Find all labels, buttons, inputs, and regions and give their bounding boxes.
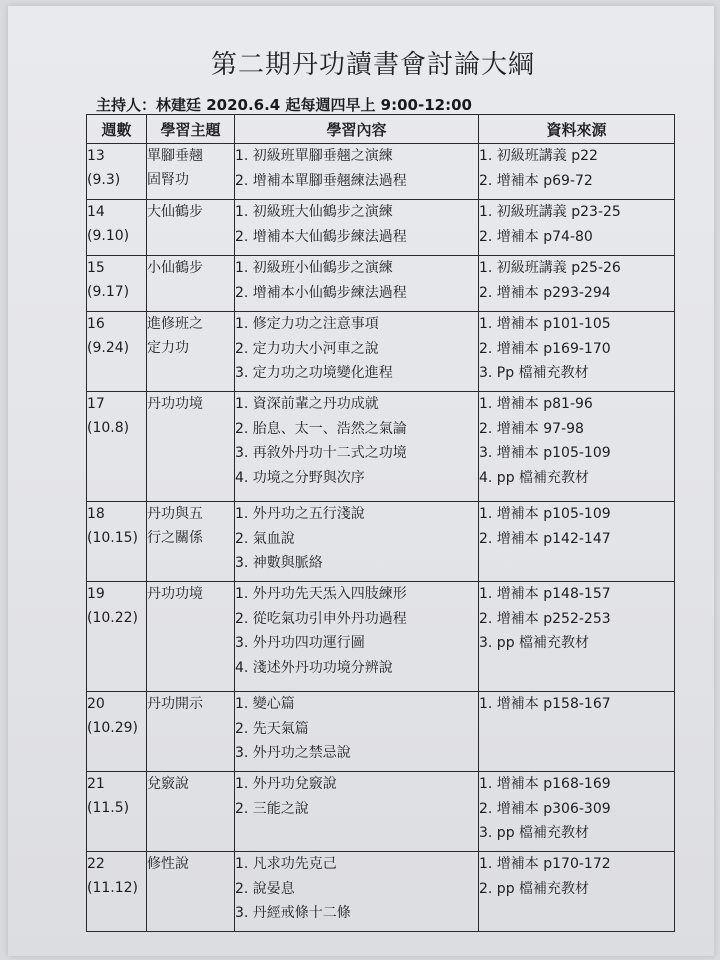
week-date: (9.10): [87, 228, 130, 244]
source-item: 1. 增補本 p81-96: [479, 396, 593, 412]
source-cell: [479, 582, 675, 692]
content-item: 1. 初級班小仙鶴步之演練: [235, 260, 393, 276]
content-item: 1. 外丹功兌竅說: [235, 776, 337, 792]
source-item: 1. 增補本 p158-167: [479, 696, 611, 712]
content-cell: [235, 200, 479, 256]
source-cell: [479, 312, 675, 392]
table-row: [87, 582, 675, 692]
topic-line: 修性說: [147, 856, 189, 872]
topic-line: 兌竅說: [147, 776, 189, 792]
content-cell: [235, 392, 479, 502]
topic-line: 小仙鶴步: [147, 260, 203, 276]
week-cell: [87, 692, 147, 772]
table-row: [87, 312, 675, 392]
week-date: (10.8): [87, 420, 130, 436]
source-item: 1. 初級班講義 p22: [479, 148, 598, 164]
content-item: 2. 增補本小仙鶴步練法過程: [235, 284, 407, 301]
week-cell: [87, 502, 147, 582]
source-item: 1. 增補本 p168-169: [479, 776, 611, 792]
topic-cell: [147, 392, 235, 502]
week-date: (9.24): [87, 340, 130, 356]
content-item: 2. 先天氣篇: [235, 720, 309, 737]
host-schedule-line: 主持人：林建廷 2020.6.4 起每週四早上 9:00-12:00: [96, 96, 472, 114]
source-cell: [479, 502, 675, 582]
source-cell: [479, 200, 675, 256]
week-cell: [87, 200, 147, 256]
source-item: 2. 增補本 p306-309: [479, 800, 611, 817]
content-cell: [235, 256, 479, 312]
topic-line: 進修班之: [147, 316, 203, 332]
week-cell: [87, 392, 147, 502]
source-item: 1. 初級班講義 p23-25: [479, 204, 621, 220]
week-number: 22: [87, 856, 105, 872]
week-date: (11.12): [87, 880, 139, 896]
header-content: 學習內容: [235, 115, 479, 144]
week-cell: [87, 582, 147, 692]
content-item: 1. 外丹功之五行淺說: [235, 506, 365, 522]
week-number: 14: [87, 204, 105, 220]
content-cell: [235, 852, 479, 932]
content-item: 2. 氣血說: [235, 530, 295, 547]
content-cell: [235, 692, 479, 772]
content-item: 1. 初級班單腳垂翹之演練: [235, 148, 393, 164]
topic-cell: [147, 256, 235, 312]
table-row: [87, 392, 675, 502]
topic-cell: [147, 200, 235, 256]
content-item: 4. 淺述外丹功功境分辨說: [235, 659, 393, 676]
source-cell: [479, 144, 675, 200]
content-item: 2. 定力功大小河車之說: [235, 340, 379, 357]
topic-line: 丹功功境: [147, 396, 203, 412]
week-date: (10.29): [87, 720, 139, 736]
header-week: 週數: [87, 115, 147, 144]
week-date: (11.5): [87, 800, 130, 816]
content-cell: [235, 502, 479, 582]
content-item: 2. 增補本單腳垂翹練法過程: [235, 172, 407, 189]
table-row: [87, 256, 675, 312]
content-item: 1. 變心篇: [235, 696, 295, 712]
content-cell: [235, 772, 479, 852]
source-item: 1. 增補本 p101-105: [479, 316, 611, 332]
topic-line: 行之關係: [147, 530, 203, 546]
content-item: 3. 再敘外丹功十二式之功境: [235, 445, 407, 461]
source-item: 2. pp 檔補充教材: [479, 880, 590, 897]
content-item: 2. 從吃氣功引申外丹功過程: [235, 610, 407, 627]
topic-cell: [147, 312, 235, 392]
content-item: 1. 資深前輩之丹功成就: [235, 396, 379, 412]
header-topic: 學習主題: [147, 115, 235, 144]
week-number: 18: [87, 506, 105, 522]
week-number: 17: [87, 396, 105, 412]
week-cell: [87, 772, 147, 852]
table-row: [87, 692, 675, 772]
week-number: 13: [87, 148, 105, 164]
content-cell: [235, 144, 479, 200]
week-number: 20: [87, 696, 105, 712]
source-item: 3. pp 檔補充教材: [479, 825, 590, 841]
table-header-row: [87, 115, 675, 144]
topic-line: 丹功功境: [147, 586, 203, 602]
source-item: 2. 增補本 p169-170: [479, 340, 611, 357]
content-item: 1. 外丹功先天炁入四肢練形: [235, 586, 407, 602]
source-cell: [479, 256, 675, 312]
topic-line: 固腎功: [147, 172, 189, 188]
week-date: (10.15): [87, 530, 139, 546]
content-item: 3. 外丹功之禁忌說: [235, 745, 351, 761]
content-item: 2. 胎息、太一、浩然之氣論: [235, 420, 407, 437]
topic-line: 定力功: [147, 340, 189, 356]
source-cell: [479, 852, 675, 932]
source-item: 1. 增補本 p105-109: [479, 506, 611, 522]
week-cell: [87, 144, 147, 200]
topic-cell: [147, 582, 235, 692]
source-cell: [479, 692, 675, 772]
source-item: 4. pp 檔補充教材: [479, 469, 590, 486]
content-item: 3. 神數與脈絡: [235, 555, 323, 571]
topic-line: 丹功開示: [147, 696, 203, 712]
source-item: 3. pp 檔補充教材: [479, 635, 590, 651]
outline-table: [86, 114, 675, 932]
document-title: 第二期丹功讀書會討論大綱: [210, 50, 535, 80]
source-item: 2. 增補本 97-98: [479, 420, 584, 437]
content-item: 4. 功境之分野與次序: [235, 469, 365, 486]
week-date: (9.17): [87, 284, 130, 300]
week-cell: [87, 256, 147, 312]
source-item: 2. 增補本 p293-294: [479, 284, 611, 301]
week-date: (9.3): [87, 172, 121, 188]
source-item: 2. 增補本 p142-147: [479, 530, 611, 547]
source-item: 3. 增補本 p105-109: [479, 445, 611, 461]
week-number: 15: [87, 260, 105, 276]
content-item: 2. 增補本大仙鶴步練法過程: [235, 228, 407, 245]
table-row: [87, 502, 675, 582]
content-item: 2. 三能之說: [235, 800, 309, 817]
week-number: 19: [87, 586, 105, 602]
table-row: [87, 852, 675, 932]
topic-cell: [147, 852, 235, 932]
week-number: 21: [87, 776, 105, 792]
source-item: 1. 初級班講義 p25-26: [479, 260, 621, 276]
week-number: 16: [87, 316, 105, 332]
topic-line: 單腳垂翹: [147, 148, 203, 164]
topic-cell: [147, 692, 235, 772]
week-cell: [87, 852, 147, 932]
content-item: 3. 定力功之功境變化進程: [235, 365, 393, 381]
source-item: 3. Pp 檔補充教材: [479, 365, 589, 381]
source-item: 2. 增補本 p74-80: [479, 228, 593, 245]
content-item: 1. 初級班大仙鶴步之演練: [235, 204, 393, 220]
topic-line: 大仙鶴步: [147, 204, 203, 220]
source-item: 1. 增補本 p170-172: [479, 856, 611, 872]
table-row: [87, 144, 675, 200]
week-cell: [87, 312, 147, 392]
document-sheet: [8, 6, 714, 956]
topic-cell: [147, 144, 235, 200]
content-item: 3. 丹經戒條十二條: [235, 905, 351, 921]
source-item: 1. 增補本 p148-157: [479, 586, 611, 602]
content-cell: [235, 582, 479, 692]
source-item: 2. 增補本 p69-72: [479, 172, 593, 189]
content-item: 1. 修定力功之注意事項: [235, 316, 379, 332]
topic-line: 丹功與五: [147, 506, 203, 522]
table-body: [87, 144, 675, 932]
header-source: 資料來源: [479, 115, 675, 144]
content-item: 1. 凡求功先克己: [235, 856, 337, 872]
content-item: 2. 說晏息: [235, 880, 295, 897]
week-date: (10.22): [87, 610, 139, 626]
source-cell: [479, 772, 675, 852]
source-item: 2. 增補本 p252-253: [479, 610, 611, 627]
table-row: [87, 772, 675, 852]
content-cell: [235, 312, 479, 392]
topic-cell: [147, 772, 235, 852]
topic-cell: [147, 502, 235, 582]
source-cell: [479, 392, 675, 502]
table-row: [87, 200, 675, 256]
content-item: 3. 外丹功四功運行圖: [235, 635, 365, 651]
